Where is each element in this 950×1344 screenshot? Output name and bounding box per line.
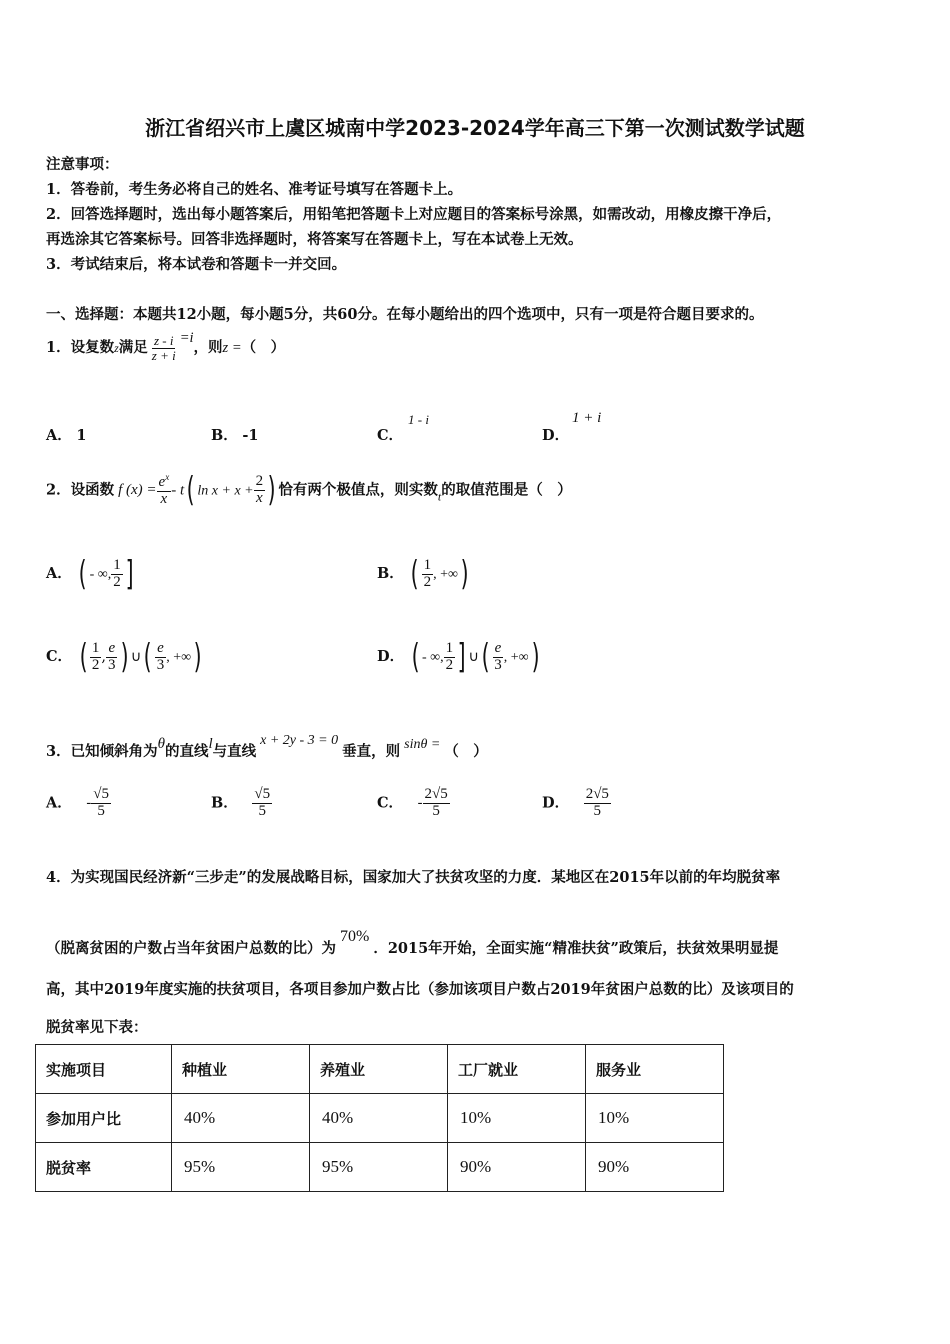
q2-option-b: B． ( $\frac{1}{2}$ , +∞)	[377, 554, 469, 594]
table-row	[36, 1143, 724, 1192]
q2-option-a: A． ( - ∞, $\frac{1}{2}$ ]	[46, 554, 134, 594]
question-3: 3．已知倾斜角为θ的直线l与直线x + 2y - 3 = 0垂直，则 sinθ = （ ）	[46, 733, 488, 760]
table-header-cell: 工厂就业	[448, 1045, 586, 1094]
table-cell: 40%	[172, 1094, 310, 1143]
question-1: 1．设复数z满足 $\frac{z - i}{z + i}$ =i，则z =（ ）	[46, 330, 286, 363]
q3-option-d: D． $\frac{2√5}{5}$	[542, 786, 609, 819]
table-cell: 10%	[448, 1094, 586, 1143]
q4-line-1: 4．为实现国民经济新“三步走”的发展战略目标，国家加大了扶贫攻坚的力度．某地区在2015年以前的年均脱贫率	[46, 869, 781, 886]
table-cell: 90%	[448, 1143, 586, 1192]
q1-option-b: B． -1	[211, 427, 259, 444]
table-cell: 参加用户比	[36, 1094, 172, 1143]
table-header-cell: 养殖业	[310, 1045, 448, 1094]
q1-option-d: D．	[542, 427, 570, 444]
q1-option-c-value: 1 - i	[408, 412, 429, 427]
question-2: 2．设函数 f (x) = $\frac{e^x}{x}$ - t( ln x + x + $\frac{2}{x}$ ) 恰有两个极值点，则实数$_t$的取值范围是（ ）	[46, 470, 572, 511]
table-row	[36, 1094, 724, 1143]
table-header-row	[36, 1045, 724, 1094]
notice-heading: 注意事项：	[46, 156, 119, 173]
q1-option-d-value: 1 + i	[572, 410, 602, 426]
q3-option-b: B． $\frac{√5}{5}$	[211, 786, 271, 819]
table-cell: 脱贫率	[36, 1143, 172, 1192]
q4-line-2: （脱离贫困的户数占当年贫困户总数的比）为70%．2015年开始，全面实施“精准扶贫”政策后，扶贫效果明显提	[46, 928, 779, 957]
page-title: 浙江省绍兴市上虞区城南中学2023-2024学年高三下第一次测试数学试题	[145, 116, 805, 140]
table-cell: 95%	[310, 1143, 448, 1192]
q3-option-a: A． - $\frac{√5}{5}$	[46, 786, 109, 819]
data-table	[35, 1044, 724, 1192]
table-cell: 10%	[586, 1094, 724, 1143]
q2-option-d: D． ( - ∞, $\frac{1}{2}$ ] ∪( $\frac{e}{3}$ , +∞)	[377, 637, 540, 677]
q4-line-3: 高，其中2019年度实施的扶贫项目，各项目参加户数占比（参加该项目户数占2019年贫困户总数的比）及该项目的	[46, 981, 794, 998]
table-cell: 90%	[586, 1143, 724, 1192]
table-cell: 40%	[310, 1094, 448, 1143]
q4-line-4: 脱贫率见下表：	[46, 1019, 148, 1036]
q1-option-c: C．	[377, 427, 404, 444]
section-heading: 一、选择题：本题共12小题，每小题5分，共60分。在每小题给出的四个选项中，只有一项是符合题目要求的。	[46, 306, 764, 323]
notice-item: 3．考试结束后，将本试卷和答题卡一并交回。	[46, 256, 347, 273]
table-cell: 95%	[172, 1143, 310, 1192]
q1-option-a: A． 1	[46, 427, 87, 444]
table-header-cell: 实施项目	[36, 1045, 172, 1094]
q2-option-c: C． ( $\frac{1}{2}$ , $\frac{e}{3}$ ) ∪( $\frac{e}{3}$ , +∞)	[46, 637, 202, 677]
table-header-cell: 服务业	[586, 1045, 724, 1094]
notice-item: 再选涂其它答案标号。回答非选择题时，将答案写在答题卡上，写在本试卷上无效。	[46, 231, 583, 248]
table-header-cell: 种植业	[172, 1045, 310, 1094]
notice-item: 1．答卷前，考生务必将自己的姓名、准考证号填写在答题卡上。	[46, 181, 463, 198]
notice-item: 2．回答选择题时，选出每小题答案后，用铅笔把答题卡上对应题目的答案标号涂黑，如需改动，用橡皮擦干净后，	[46, 206, 782, 223]
q3-option-c: C． - $\frac{2√5}{5}$	[377, 786, 448, 819]
